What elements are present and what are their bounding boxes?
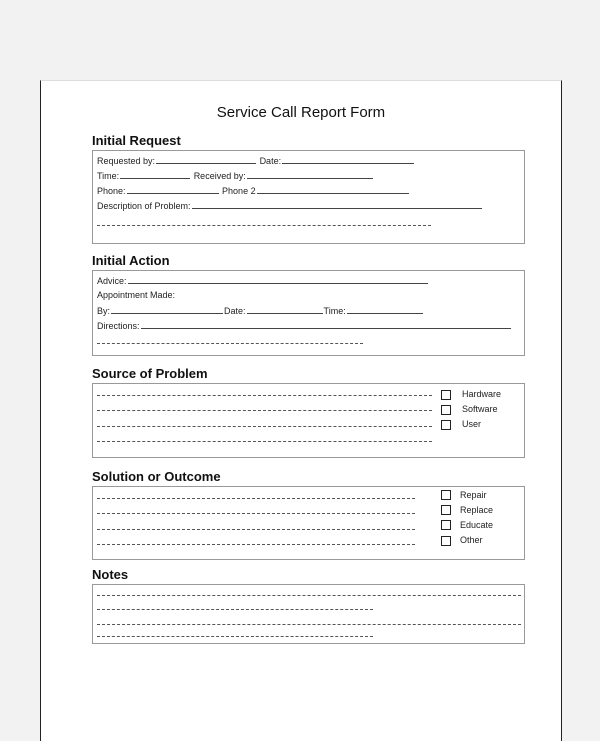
form-title: Service Call Report Form <box>216 104 386 121</box>
repair-checkbox[interactable] <box>441 490 451 500</box>
notes-line[interactable] <box>97 595 521 596</box>
requested-by-label: Requested by: <box>97 156 156 166</box>
request-date-field[interactable] <box>282 155 414 164</box>
initial-action-box <box>92 270 525 356</box>
solution-or-outcome-heading: Solution or Outcome <box>92 469 221 484</box>
initial-request-box <box>92 150 525 244</box>
source-line[interactable] <box>97 426 432 427</box>
by-field[interactable] <box>111 305 223 314</box>
received-by-field[interactable] <box>247 170 373 179</box>
software-label: Software <box>462 404 498 414</box>
other-checkbox[interactable] <box>441 536 451 546</box>
hardware-checkbox[interactable] <box>441 390 451 400</box>
initial-request-heading: Initial Request <box>92 133 181 148</box>
action-time-label: Time: <box>323 306 346 316</box>
action-time-field[interactable] <box>347 305 423 314</box>
solution-line[interactable] <box>97 544 415 545</box>
request-date-label: Date: <box>259 156 282 166</box>
solution-line[interactable] <box>97 513 415 514</box>
source-line[interactable] <box>97 441 432 442</box>
notes-line[interactable] <box>97 609 373 610</box>
received-by-label: Received by: <box>193 171 246 181</box>
description-label: Description of Problem: <box>97 201 191 211</box>
solution-line[interactable] <box>97 498 415 499</box>
advice-label: Advice: <box>97 276 127 286</box>
source-line[interactable] <box>97 410 432 411</box>
replace-checkbox[interactable] <box>441 505 451 515</box>
phone2-label: Phone 2 <box>222 186 256 196</box>
phone-field[interactable] <box>127 185 219 194</box>
user-label: User <box>462 419 482 429</box>
user-checkbox[interactable] <box>441 420 451 430</box>
source-of-problem-box <box>92 383 525 458</box>
form-page <box>40 80 562 741</box>
action-date-field[interactable] <box>247 305 323 314</box>
solution-line[interactable] <box>97 529 415 530</box>
source-line[interactable] <box>97 395 432 396</box>
educate-label: Educate <box>460 520 494 530</box>
requested-by-field[interactable] <box>156 155 256 164</box>
action-date-label: Date: <box>224 306 246 316</box>
educate-checkbox[interactable] <box>441 520 451 530</box>
time-field[interactable] <box>120 170 190 179</box>
notes-line[interactable] <box>97 624 521 625</box>
notes-heading: Notes <box>92 567 129 582</box>
appointment-made-label: Appointment Made: <box>97 290 176 300</box>
notes-box <box>92 584 525 644</box>
time-label: Time: <box>97 171 120 181</box>
directions-field[interactable] <box>141 320 511 329</box>
notes-line[interactable] <box>97 636 373 637</box>
by-label: By: <box>97 306 111 316</box>
replace-label: Replace <box>460 505 494 515</box>
initial-action-heading: Initial Action <box>92 253 170 268</box>
advice-field[interactable] <box>128 275 428 284</box>
source-of-problem-heading: Source of Problem <box>92 366 208 381</box>
other-label: Other <box>460 535 483 545</box>
phone-label: Phone: <box>97 186 126 196</box>
hardware-label: Hardware <box>462 389 502 399</box>
software-checkbox[interactable] <box>441 405 451 415</box>
directions-line-2[interactable] <box>97 343 363 344</box>
directions-label: Directions: <box>97 321 140 331</box>
solution-or-outcome-box <box>92 486 525 560</box>
description-line-2[interactable] <box>97 225 431 226</box>
phone2-field[interactable] <box>257 185 409 194</box>
description-field[interactable] <box>192 200 482 209</box>
repair-label: Repair <box>460 490 487 500</box>
